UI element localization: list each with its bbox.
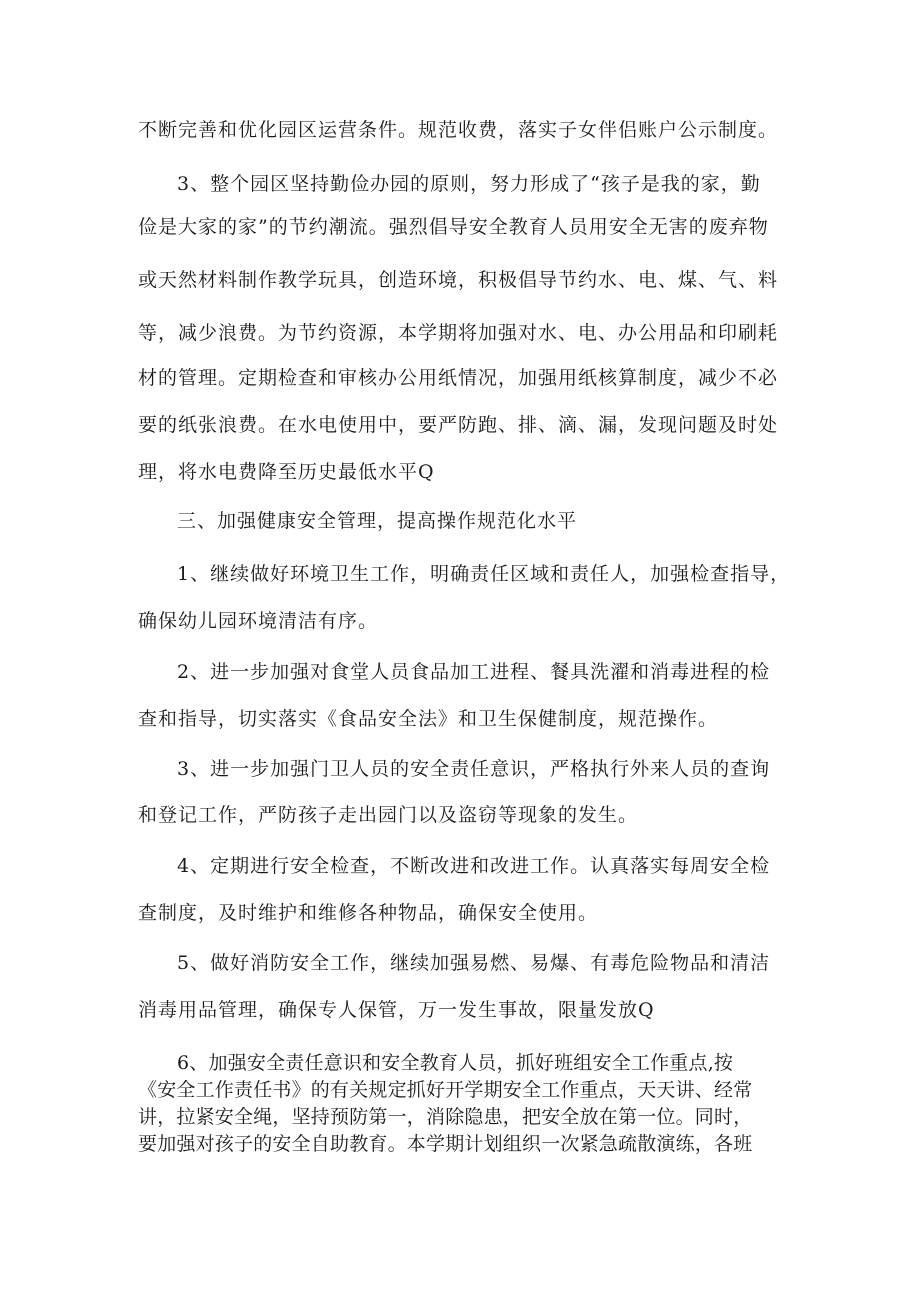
text-line: 2、进一步加强对食堂人员食品加工进程、餐具洗濯和消毒进程的检: [177, 661, 771, 683]
text-line: 6、加强安全责任意识和安全教育人员，抓好班组安全工作重点,按: [177, 1052, 734, 1074]
text-line: 消毒用品管理，确保专人保管，万一发生事故，限量发放Q: [138, 999, 655, 1021]
text-line: 查和指导，切实落实《食品安全法》和卫生保健制度，规范操作。: [138, 708, 719, 730]
text-line: 3、整个园区坚持勤俭办园的原则，努力形成了“孩子是我的家，勤: [177, 173, 761, 195]
text-line: 要的纸张浪费。在水电使用中，要严防跑、排、滴、漏，发现问题及时处: [138, 414, 779, 436]
text-line: 和登记工作，严防孩子走出园门以及盗窃等现象的发生。: [138, 804, 639, 826]
text-line: 4、定期进行安全检查，不断改进和改进工作。认真落实每周安全检: [177, 855, 771, 877]
text-line: 要加强对孩子的安全自助教育。本学期计划组织一次紧急疏散演练，各班: [138, 1133, 753, 1155]
text-line: 3、进一步加强门卫人员的安全责任意识，严格执行外来人员的查询: [177, 758, 771, 780]
text-line: 确保幼儿园环境清洁有序。: [138, 610, 379, 632]
text-line: 材的管理。定期检查和审核办公用纸情况，加强用纸核算制度，减少不必: [138, 367, 779, 389]
text-line: 不断完善和优化园区运营条件。规范收费，落实子女伴侣账户公示制度。: [138, 119, 779, 141]
text-line: 5、做好消防安全工作，继续加强易燃、易爆、有毒危险物品和清洁: [177, 952, 771, 974]
text-line: 1、继续做好环境卫生工作，明确责任区域和责任人，加强检查指导，: [177, 563, 791, 585]
text-line: 俭是大家的家”的节约潮流。强烈倡导安全教育人员用安全无害的废弃物: [138, 216, 769, 238]
text-line: 理，将水电费降至历史最低水平Q: [138, 461, 435, 483]
section-heading: 三、加强健康安全管理，提高操作规范化水平: [177, 510, 578, 532]
text-line: 查制度，及时维护和维修各种物品，确保安全使用。: [138, 902, 599, 924]
text-line: 讲，拉紧安全绳，坚持预防第一，消除隐患，把安全放在第一位。同时，: [138, 1106, 753, 1128]
text-line: 等，减少浪费。为节约资源，本学期将加强对水、电、办公用品和印刷耗: [138, 322, 779, 344]
text-line: 或天然材料制作教学玩具，创造环境，积极倡导节约水、电、煤、气、料: [138, 269, 779, 291]
text-line: 《安全工作责任书》的有关规定抓好开学期安全工作重点，天天讲、经常: [138, 1079, 753, 1101]
